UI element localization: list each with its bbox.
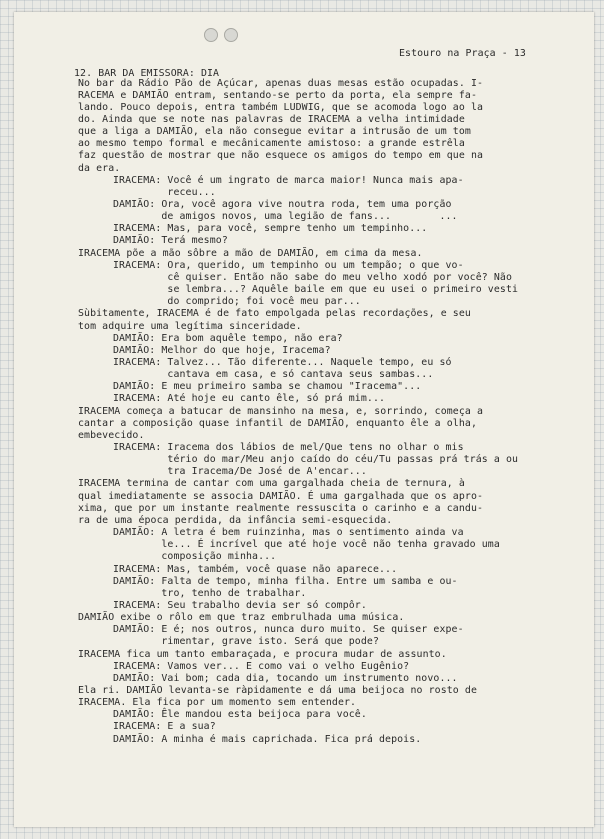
script-line: IRACEMA termina de cantar com uma gargalhada cheia de ternura, à — [78, 478, 465, 490]
script-line: DAMIÃO: A letra é bem ruinzinha, mas o sentimento ainda va — [113, 527, 464, 539]
script-line: DAMIÃO: Melhor do que hoje, Iracema? — [113, 344, 331, 356]
script-line: tério do mar/Meu anjo caído do céu/Tu passas prá trás a ou — [113, 454, 519, 466]
scene-number: 12. — [74, 68, 93, 79]
script-line: IRACEMA: Ora, querido, um tempinho ou um tempão; o que vo- — [113, 259, 464, 271]
script-line: DAMIÃO: Vai bom; cada dia, tocando um instrumento novo... — [113, 672, 458, 684]
paper-sheet — [14, 12, 594, 827]
script-line: DAMIÃO: A minha é mais caprichada. Fica prá depois. — [113, 733, 422, 745]
script-line: IRACEMA: Vamos ver... E como vai o velho Eugênio? — [113, 660, 410, 672]
script-line: DAMIÃO: Terá mesmo? — [113, 235, 228, 247]
script-line: IRACEMA fica um tanto embaraçada, e procura mudar de assunto. — [78, 648, 447, 660]
script-line: IRACEMA: Seu trabalho devia ser só compôr. — [113, 599, 367, 611]
page-header: Estouro na Praça - 13 — [399, 48, 526, 59]
script-line: DAMIÃO: E meu primeiro samba se chamou "Iracema"... — [113, 381, 422, 393]
script-line: IRACEMA põe a mão sôbre a mão de DAMIÃO, em cima da mesa. — [78, 247, 423, 259]
script-line: do comprido; foi você meu par... — [113, 296, 361, 308]
script-line: de amigos novos, uma legião de fans... ... — [113, 211, 458, 223]
script-line: DAMIÃO: E é; nos outros, nunca duro muito. Se quiser expe- — [113, 624, 464, 636]
script-line: receu... — [113, 186, 216, 198]
script-line: IRACEMA: Você é um ingrato de marca maior! Nunca mais apa- — [113, 174, 464, 186]
script-line: IRACEMA: Talvez... Tão diferente... Naquele tempo, eu só — [113, 356, 452, 368]
script-line: DAMIÃO: Era bom aquêle tempo, não era? — [113, 332, 343, 344]
script-line: No bar da Rádio Pão de Açúcar, apenas duas mesas estão ocupadas. I- — [78, 77, 484, 89]
script-line: Ela ri. DAMIÃO levanta-se ràpidamente e dá uma beijoca no rosto de — [78, 685, 477, 696]
script-line: da era. — [78, 162, 121, 174]
script-line: cê quiser. Então não sabe do meu velho xodó por você? Não — [113, 271, 512, 283]
script-line: DAMIÃO exibe o rôlo em que traz embrulhada uma música. — [78, 612, 405, 624]
scene-title: BAR DA EMISSORA: DIA — [98, 68, 220, 79]
script-line: DAMIÃO: Êle mandou esta beijoca para você. — [113, 709, 367, 721]
script-body — [14, 12, 594, 827]
script-line: IRACEMA: Iracema dos lábios de mel/Que tens no olhar o mis — [113, 442, 464, 453]
script-line: IRACEMA: Mas, também, você quase não aparece... — [113, 563, 398, 575]
script-line: xima, que por um instante realmente ressuscita o carinho e a candu- — [78, 502, 484, 514]
script-line: Sùbitamente, IRACEMA é de fato empolgada pelas recordações, e seu — [78, 308, 471, 320]
script-line: cantava em casa, e só cantava seus sambas... — [113, 369, 434, 381]
script-line: que a liga a DAMIÃO, ela não consegue evitar a intrusão de um tom — [78, 126, 471, 138]
script-line: IRACEMA: Mas, para você, sempre tenho um tempinho... — [113, 223, 428, 235]
script-line: ao mesmo tempo formal e mecânicamente amistoso: a grande estrêla — [78, 138, 465, 150]
script-line: lando. Pouco depois, entra também LUDWIG, que se acomoda logo ao la — [78, 101, 484, 113]
script-line: cantar a composição quase infantil de DAMIÃO, enquanto êle a olha, — [78, 417, 477, 429]
script-page — [14, 12, 594, 827]
script-line: do. Ainda que se note nas palavras de IRACEMA a velha intimidade — [78, 113, 465, 125]
script-line: faz questão de mostrar que não esquece os amigos do tempo em que na — [78, 150, 484, 162]
script-line: qual imediatamente se associa DAMIÃO. É uma gargalhada que os apro- — [78, 490, 484, 502]
script-line: IRACEMA começa a batucar de mansinho na mesa, e, sorrindo, começa a — [78, 405, 484, 417]
script-line: le... É incrível que até hoje você não tenha gravado uma — [113, 539, 500, 551]
script-line: DAMIÃO: Ora, você agora vive noutra roda, tem uma porção — [113, 199, 452, 210]
script-line: composição minha... — [113, 551, 277, 563]
script-line: tom adquire uma legítima sinceridade. — [78, 320, 302, 332]
script-line: embevecido. — [78, 429, 145, 441]
script-line: IRACEMA: Até hoje eu canto êle, só prá mim... — [113, 393, 386, 405]
script-line: RACEMA e DAMIÃO entram, sentando-se perto da porta, ela sempre fa- — [78, 89, 477, 101]
script-line: IRACEMA: E a sua? — [113, 721, 216, 733]
script-line: IRACEMA. Ela fica por um momento sem entender. — [78, 697, 357, 709]
script-line: se lembra...? Aquêle baile em que eu usei o primeiro vesti — [113, 284, 519, 296]
script-line: rimentar, grave isto. Será que pode? — [113, 636, 379, 648]
script-line: tro, tenho de trabalhar. — [113, 587, 307, 599]
script-line: tra Iracema/De José de A'encar... — [113, 466, 367, 478]
script-line: DAMIÃO: Falta de tempo, minha filha. Entre um samba e ou- — [113, 575, 458, 587]
script-line: ra de uma época perdida, da infância semi-esquecida. — [78, 514, 393, 526]
